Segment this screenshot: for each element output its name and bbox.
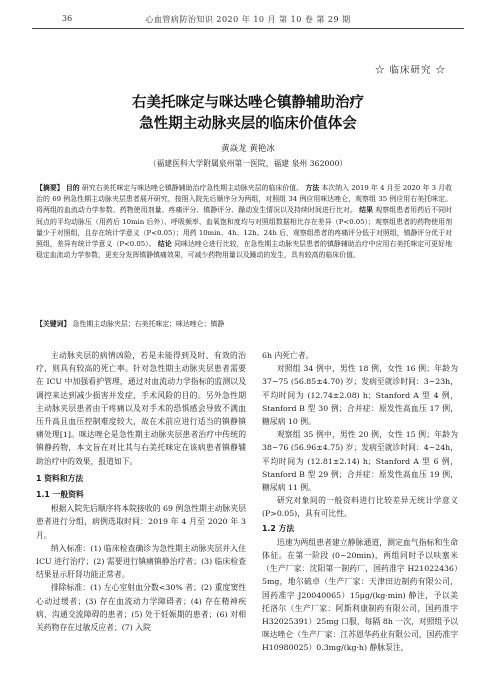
paragraph: 迅速为两组患者建立静脉通道，测定血气指标和生命体征。在第一阶段 (0~20min)，两组同时予以呋塞米（生产厂家：沈阳第一制药厂，国药准字 H21022436）5mg，地尔硫卓（生产厂家：天津田边制药有限公司，国药准字 J20040065）15μg/(kg·min) 静注，予以美托洛尔（生产厂家：阿斯利康制药有限公司，国药准字 H32025391）25mg 口服，每隔 8h 一次，对照组予以咪达唑仑（生产厂家：江苏恩华药业有限公司，国药准字 H10980025）0.3mg/(kg·h) 静脉泵注， [262, 537, 458, 653]
subsection-heading: 1.1 一般资料 [36, 490, 84, 500]
abstract [36, 183, 452, 261]
paragraph: 根据入院先后顺序将本院接收的 69 例急性期主动脉夹层患者进行分组，病例选取时间：2019 年 4 月至 2020 年 3 月。 [36, 504, 246, 540]
title-line-1: 右美托咪定与咪达唑仑镇静辅助治疗 [132, 95, 364, 111]
keywords-text: 急性期主动脉夹层；右美托咪定；咪达唑仑；镇静 [72, 320, 225, 328]
paragraph: 排除标准：(1) 左心室射血分数<30% 者；(2) 重度窦性心动过缓者；(3) 存在血流动力学障碍者；(4) 存在精神疾病、沟通交流障碍的患者；(5) 处于妊娠期的患者；(6) 对相关药物存在过敏反应者；(7) 入院 [36, 583, 246, 633]
header-rule [32, 28, 464, 29]
method-label: 方法 [305, 184, 320, 192]
authors: 黄焱龙 黄艳冰 [221, 144, 275, 154]
abstract-label: 【摘要】 [36, 184, 64, 192]
paragraph: 6h 内死亡者。 [262, 351, 314, 360]
paragraph: 研究对象间的一般资料进行比较差异无统计学意义 (P>0.05)，具有可比性。 [262, 496, 458, 519]
running-header [32, 14, 464, 28]
objective-label: 目的 [65, 184, 80, 192]
section-heading: 1 资料和方法 [36, 473, 84, 483]
journal-line: 心血管病防治知识 2020 年 10 月 第 10 卷 第 29 期 [145, 15, 351, 24]
article-title [0, 93, 496, 135]
method-text: 本次纳入 2019 年 4 月至 2020 年 3 月收治的 69 例急性期主动脉夹层患者展开研究，按照入院先后顺序分为两组，对照组 34 例应用咪达唑仑，观察组 35 例应用右美托咪定。将两组的血流动力学参数、药物使用剂量、疼痛评分、镇静评分、躁动发生情况以及持续时间进行比对。 [36, 184, 452, 215]
conclusion-label: 结论 [157, 240, 172, 249]
paragraph: 观察组 35 例中，男性 20 例，女性 15 例；年龄为 38~76 (56.96±4.75) 岁；发病至就诊时间：4~24h，平均时间为 (12.81±2.14) h；Stanford A 型 6 例，Stanford B 型 29 例；合并症：原发性高血压 19 例，糖尿病 11 例。 [262, 430, 458, 493]
result-label: 结果 [359, 206, 374, 215]
keywords-label: 【关键词】 [36, 320, 71, 328]
page-number: 36 [62, 14, 73, 23]
keywords [36, 319, 452, 330]
result-text: 观察组患者用药后不同时间点的平均动脉压（用药后 10min 后外）、呼吸频率、血氧饱和度均与对照组数据相比存在差异（P<0.05）；观察组患者的药物使用剂量少于对照组，且存在统计学意义（P<0.05）；用药 10min、4h、12h、24h 后，观察组患者的疼痛评分低于对照组，镇静评分优于对照组，差异有统计学意义（P<0.05）。 [36, 206, 452, 249]
left-column [36, 349, 246, 634]
right-column [262, 349, 458, 655]
title-line-2: 急性期主动脉夹层的临床价值体会 [139, 116, 357, 132]
conclusion-text: 同咪达唑仑进行比较，在急性期主动脉夹层患者的镇静辅助治疗中应用右美托咪定可更好地稳定血流动力学参数，更充分发挥镇静镇痛效果，可减少药物用量以及躁动的发生，具有较高的临床价值。 [36, 240, 452, 260]
paragraph: 纳入标准：(1) 临床检查确诊为急性期主动脉夹层并入住 ICU 进行治疗；(2) 需要进行镇痛镇静治疗者；(3) 临床检查结果显示肝肾功能正常者。 [36, 543, 246, 580]
paragraph: 主动脉夹层的病情凶险，若是未能得到及时、有效的治疗，则具有较高的死亡率。针对急性期主动脉夹层患者需要在 ICU 中加强看护管理，通过对血流动力学指标的监测以及调控来达到减少损害并发症、手术风险的目的。另外急性期主动脉夹层患者由于疼痛以及对手术的恐惧感会导致不满血压升高且血压控制难度较大，故在术前应进行适当的镇静镇痛处理[1]。咪达唑仑是急性期主动脉夹层患者治疗中传统的镇静药物，本文旨在对比其与右美托咪定在该病患者镇静辅助治疗中的效果，报道如下。 [36, 351, 246, 466]
paragraph: 对照组 34 例中，男性 18 例，女性 16 例；年龄为 37~75 (56.85±4.70) 岁；发病至就诊时间：3~23h，平均时间为 (12.74±2.08) h；Stanford A 型 4 例，Stanford B 型 30 例；合并症：原发性高血压 17 例，糖尿病 10 例。 [262, 364, 458, 427]
section-tag: ☆ 临床研究 ☆ [374, 65, 446, 76]
affiliation: （福建医科大学附属泉州第一医院，福建 泉州 362000） [148, 159, 348, 168]
objective-text: 研究右美托咪定与咪达唑仑镇静辅助治疗急性期主动脉夹层的临床价值。 [81, 184, 304, 192]
subsection-heading: 1.2 方法 [262, 523, 295, 533]
